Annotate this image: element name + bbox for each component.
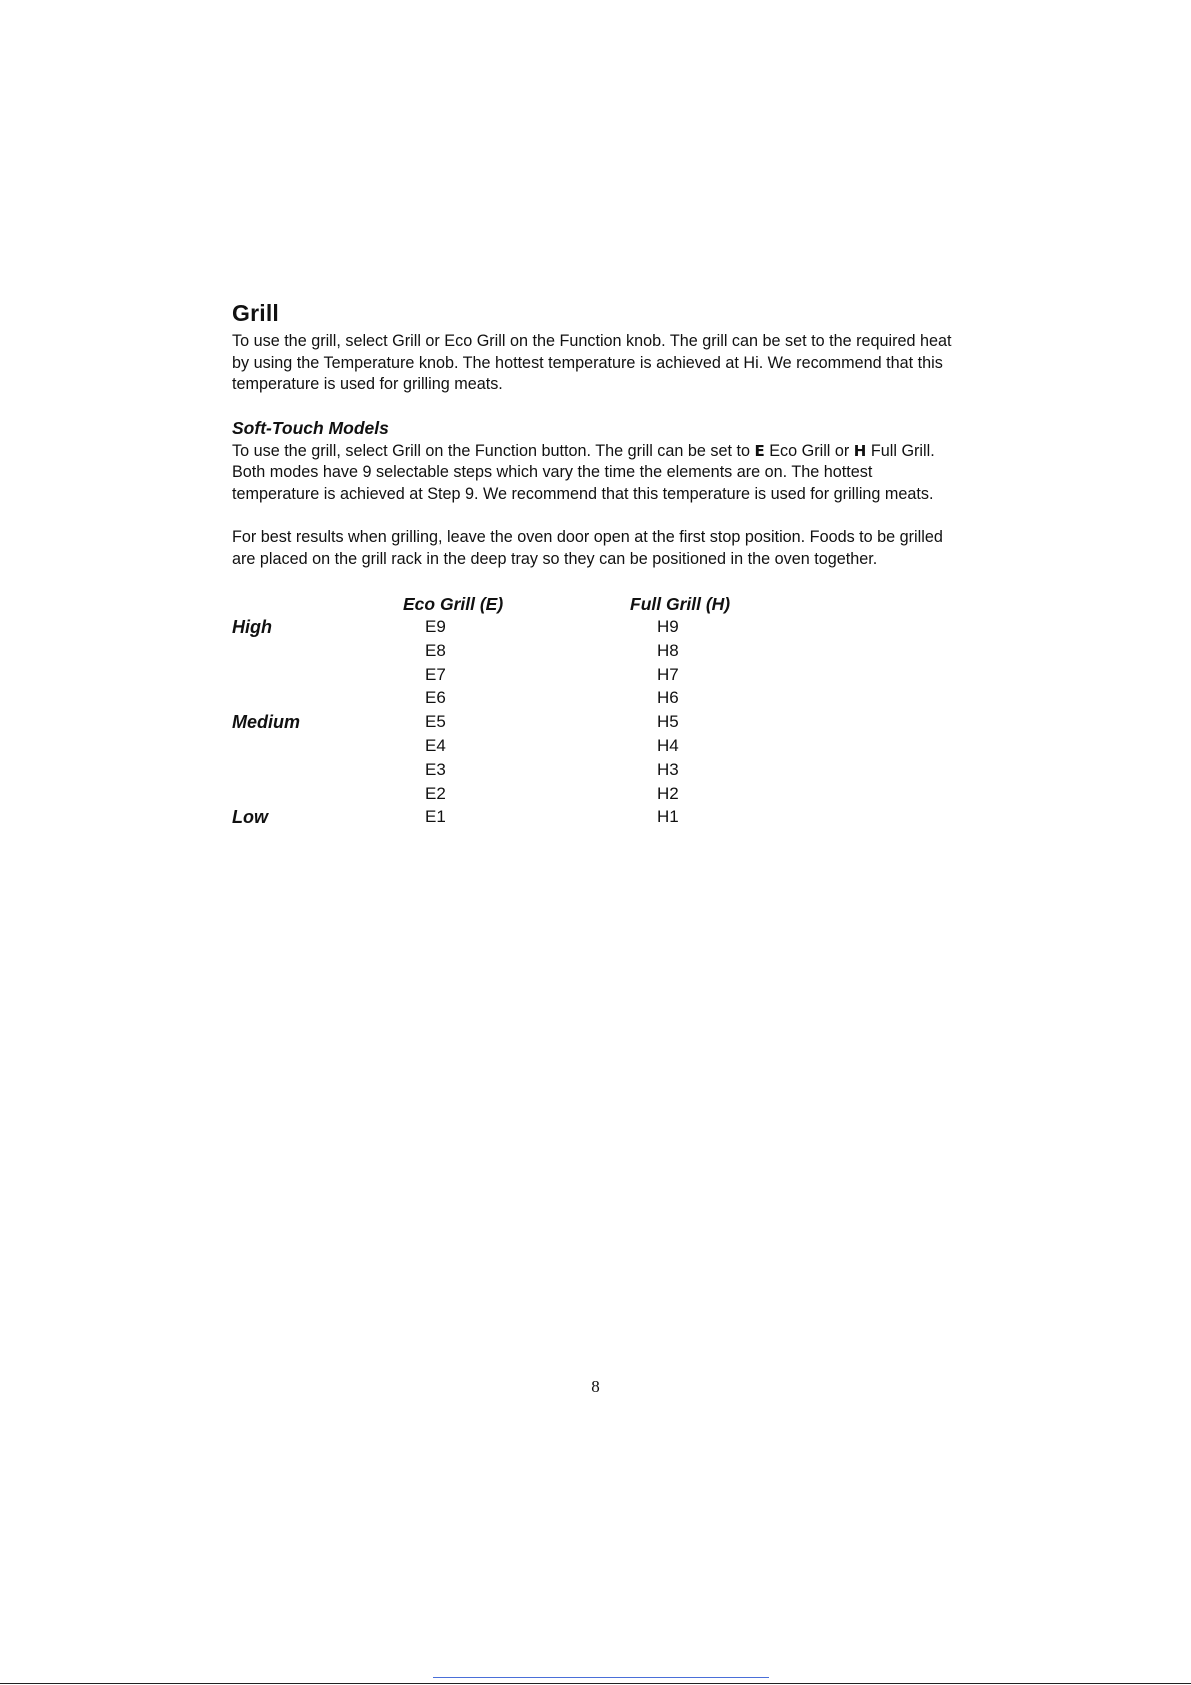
- table-row: [232, 617, 962, 641]
- soft-touch-paragraph: [232, 441, 962, 506]
- table-row: [232, 641, 962, 665]
- eco-grill-step: E4: [425, 736, 446, 755]
- table-row: [232, 688, 962, 712]
- full-grill-step: H8: [657, 640, 679, 660]
- table-row: [232, 712, 962, 736]
- full-grill-step: H5: [657, 712, 679, 732]
- eco-grill-step: E9: [425, 617, 446, 636]
- eco-grill-step: E6: [425, 688, 446, 708]
- eco-grill-step: E1: [425, 807, 446, 827]
- heat-level-label: High: [232, 617, 272, 637]
- full-grill-header: Full Grill (H): [630, 594, 731, 614]
- full-grill-step: H1: [657, 807, 679, 827]
- full-grill-step: H2: [657, 783, 679, 803]
- soft-touch-text-c: Full Grill. Both modes have 9 selectable steps which vary the time the elements are on. The hottest temperature is achieved at Step 9. We recommend that this temperature is used for grilling meats.: [232, 441, 935, 503]
- table-row: [232, 784, 962, 808]
- bottom-link-underline: [433, 1677, 769, 1678]
- section-heading: Grill: [232, 300, 280, 326]
- table-row: [232, 807, 962, 831]
- eco-grill-step: E5: [425, 712, 446, 732]
- full-grill-step: H7: [657, 664, 679, 684]
- eco-grill-step: E8: [425, 640, 446, 660]
- heat-level-label: Medium: [232, 712, 301, 733]
- full-grill-step: H3: [657, 759, 679, 779]
- soft-touch-heading: Soft-Touch Models: [232, 417, 389, 438]
- full-grill-step: H6: [657, 688, 679, 708]
- eco-grill-step: E3: [425, 759, 446, 779]
- soft-touch-text-b: Eco Grill or: [764, 441, 854, 460]
- bottom-border: [0, 1683, 1191, 1684]
- full-grill-step: H9: [657, 617, 679, 636]
- eco-grill-step: E7: [425, 664, 446, 684]
- full-grill-step: H4: [657, 736, 679, 755]
- table-row: [232, 736, 962, 760]
- table-row: [232, 665, 962, 689]
- soft-touch-text-a: To use the grill, select Grill on the Function button. The grill can be set to: [232, 441, 755, 460]
- eco-grill-header: Eco Grill (E): [403, 594, 504, 614]
- table-row: [232, 760, 962, 784]
- grill-section: [232, 300, 962, 834]
- page-number: 8: [591, 1377, 600, 1396]
- best-results-paragraph: For best results when grilling, leave the oven door open at the first stop position. Foods to be grilled are placed on the grill rack in the deep tray so they can be positioned in the oven together.: [232, 528, 943, 568]
- full-mode-letter: H: [853, 441, 867, 460]
- grill-settings-table: [232, 594, 962, 834]
- intro-paragraph: To use the grill, select Grill or Eco Grill on the Function knob. The grill can be set to the required heat by using the Temperature knob. The hottest temperature is achieved at Hi. We recommend that this temperature is used for grilling meats.: [232, 332, 952, 393]
- heat-level-label: Low: [232, 807, 268, 828]
- eco-mode-letter: E: [754, 441, 765, 460]
- eco-grill-step: E2: [425, 783, 446, 803]
